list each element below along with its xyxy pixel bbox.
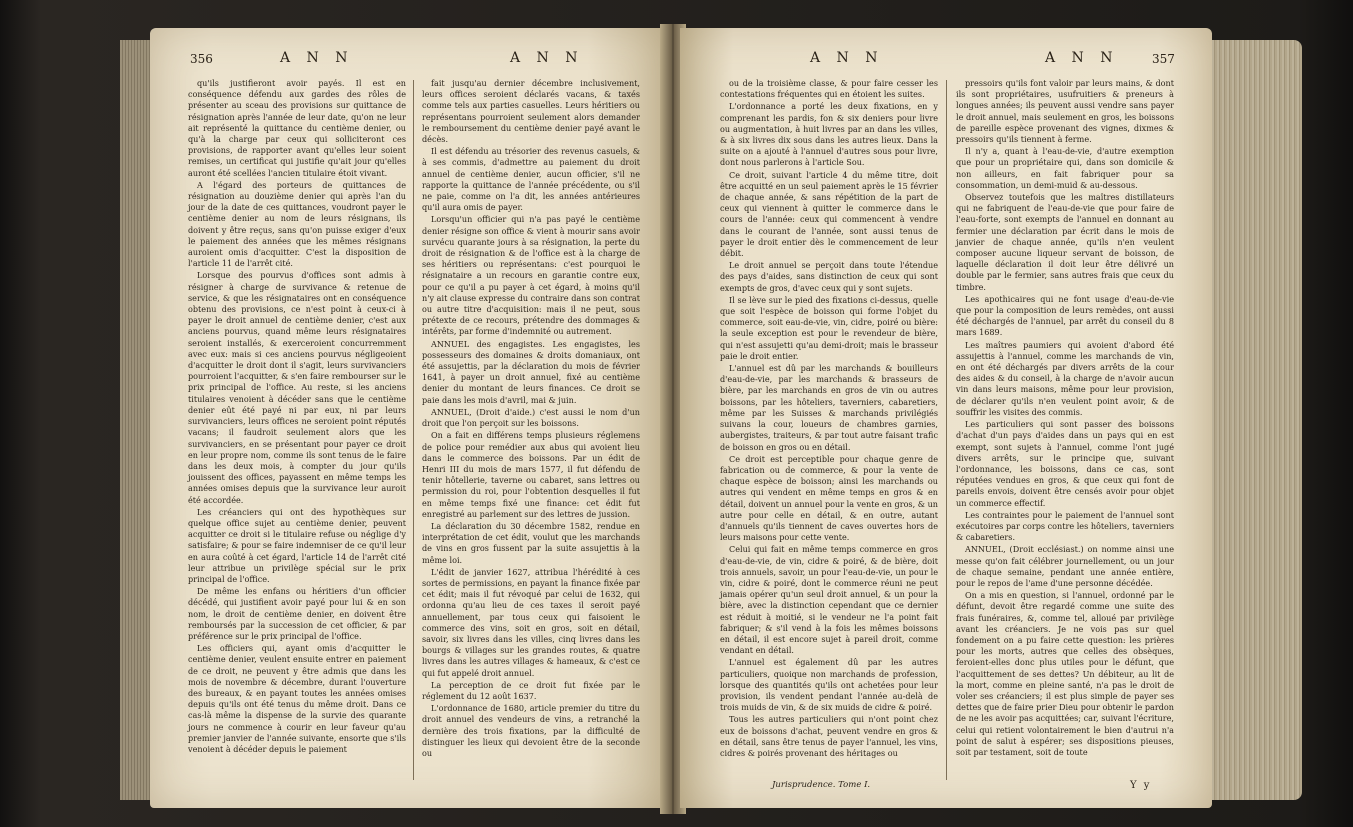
paragraph: ANNUEL, (Droit d'aide.) c'est aussi le nom d'un droit que l'on perçoit sur les boissons. — [422, 406, 640, 429]
right-folio: 357 — [1152, 52, 1175, 66]
paragraph: Observez toutefois que les maîtres distillateurs qui ne fabriquent de l'eau-de-vie que pour faire de l'eau-forte, sont exempts de l'annuel en donnant au fermier une déclaration par écrit dans le mois de janvier de chaque année, qu'ils n'en veulent composer aucune liqueur servant de boisson, de laquelle déclaration il doit leur être délivré un double par le fermier, sans autres frais que ceux du timbre. — [956, 192, 1174, 292]
paragraph: Les contraintes pour le paiement de l'annuel sont exécutoires par corps contre les hôteliers, taverniers & cabaretiers. — [956, 509, 1175, 543]
paragraph: De même les enfans ou héritiers d'un officier décédé, qui justifient avoir payé pour lui & en son nom, le droit de centième denier, en doivent être remboursés par la succession de cet officier, & par préférence sur le prix principal de l'office. — [188, 586, 406, 641]
paragraph: pressoirs qu'ils font valoir par leurs mains, & dont ils sont propriétaires, usufruitiers & preneurs à longues années; ils peuvent aussi vendre sans payer le droit annuel, mais seulement en gros, les boissons de pareille espèce provenant des vignes, dixmes & pressoirs qu'ils tiennent à ferme. — [956, 78, 1174, 145]
right-page — [680, 28, 1212, 808]
paragraph: Il se lève sur le pied des fixations ci-dessus, quelle que soit l'espèce de boisson qui forme l'objet du commerce, soit eau-de-vie, vin, cidre, poiré ou bière: la seule exception est pour le revendeur de bière, qui n'est assujetti qu'au demi-droit; mais le brasseur paie le droit entier. — [720, 294, 938, 361]
paragraph: L'annuel est également dû par les autres particuliers, quoique non marchands de profession, lorsque des quantités qu'ils ont achetées pour leur provision, ils vendent pendant l'année au-delà de trois muids de vin, & de six muids de cidre & poiré. — [720, 657, 938, 713]
paragraph: L'édit de janvier 1627, attribua l'hérédité à ces sortes de permissions, en payant la finance fixée par cet édit; mais il fut révoqué par celui de 1632, qui ordonna qu'au lieu de ces taxes il seroit payé annuellement, par tous ceux qui faisoient le commerce des vins, soit en gros, soit en détail, savoir, six livres dans les villes, cinq livres dans les bourgs & villages sur les grandes routes, & quatre livres dans les autres villages & hameaux, & c'est ce qui fut appelé droit annuel. — [422, 566, 640, 678]
paragraph: Les apothicaires qui ne font usage d'eau-de-vie que pour la composition de leurs remèdes, ont aussi été déchargés de l'annuel, par arrêt du conseil du 8 mars 1689. — [956, 293, 1174, 338]
paragraph: Ce droit est perceptible pour chaque genre de fabrication ou de commerce, & pour la vente de chaque espèce de boisson; ainsi les marchands ou autres qui vendent en même temps en gros & en détail, doivent un annuel pour la vente en gros, & un autre pour celle en détail, & en outre, autant d'annuels qu'ils tiennent de caves ouvertes hors de leurs maisons pour cette vente. — [720, 453, 938, 543]
paragraph: Le droit annuel se perçoit dans toute l'étendue des pays d'aides, sans distinction de ceux qui sont exempts de gros, d'avec ceux qui y sont sujets. — [720, 260, 938, 293]
paragraph: L'annuel est dû par les marchands & bouilleurs d'eau-de-vie, par les marchands & brasseurs de bière, par les marchands en gros de vin ou autres boissons, par les hôteliers, taverniers, cabaretiers, même par les Suisses & marchands privilégiés suivans la cour, loueurs de chambres garnies, aubergistes, traiteurs, & par tout autre faisant trafic de boisson en gros ou en détail. — [720, 363, 938, 452]
right-column-1 — [720, 78, 938, 760]
paragraph: La déclaration du 30 décembre 1582, rendue en interprétation de cet édit, voulut que les marchands de vins en gros fussent par la suite assujettis à la même loi. — [422, 520, 640, 565]
right-column-rule — [946, 80, 947, 780]
left-running-head-col2: A N N — [510, 50, 584, 66]
paragraph: Les particuliers qui sont passer des boissons d'achat d'un pays d'aides dans un pays qui en est exempt, sont sujets à l'annuel, comme l'ont jugé divers arrêts, sur le principe que, suivant l'ordonnance, les boissons, dans ce cas, sont réputées vendues en gros, & que ceux qui font de pareils envois, doivent être censés avoir pour objet un commerce effectif. — [956, 419, 1174, 508]
paragraph: On a fait en différens temps plusieurs réglemens de police pour remédier aux abus qui avoient lieu dans le commerce des boissons. Par un édit de Henri III du mois de mars 1577, il fut défendu de tenir hôtellerie, taverne ou cabaret, sans lettres ou permission du roi, pour l'obtention desquelles il fut en même temps fixé une finance: cet édit fut enregistré au parlement sur des lettres de jussion. — [422, 430, 640, 519]
left-folio: 356 — [190, 52, 213, 66]
left-page — [150, 28, 665, 808]
paragraph: qu'ils justifieront avoir payés. Il est en conséquence défendu aux gardes des rôles de présenter au sceau des provisions sur quittance de résignation après l'année de leur date, qu'on ne leur ait représenté la quittance du centième denier, ou qu'à la charge par ceux qui solliciteront ces provisions, de rapporter avant qu'elles leur soient remises, un certificat qui justifie qu'ait jour qu'elles auront été scellées l'ancien titulaire étoit vivant. — [188, 78, 406, 178]
paragraph: Les maîtres paumiers qui avoient d'abord été assujettis à l'annuel, comme les marchands de vin, en ont été déchargés par divers arrêts de la cour des aides & du conseil, à la charge de n'avoir aucun vin dans leurs maisons, même pour leur provision, de déclarer qu'ils n'en veulent point avoir, & de souffrir les visites des commis. — [956, 339, 1174, 417]
left-running-head: A N N — [280, 50, 354, 66]
paragraph: Il est défendu au trésorier des revenus casuels, & à ses commis, d'admettre au paiement du droit annuel de centième denier, aucun officier, s'il ne rapporte la quittance de l'année précédente, ou s'il ne paie, comme on l'a dit, les années antérieures qu'il aura omis de payer. — [422, 146, 640, 213]
right-column-2 — [956, 78, 1174, 759]
paragraph: Lorsqu'un officier qui n'a pas payé le centième denier résigne son office & vient à mourir sans avoir survécu quarante jours à sa résignation, la perte du droit de résignation & de l'office est à la charge de ses héritiers ou représentans: c'est pourquoi le résignataire a un recours en garantie contre eux, pour ce qu'il a pu payer à cet égard, à moins qu'il n'y ait clause expresse du contraire dans son contrat ou autre titre d'acquisition: mais il ne peut, sous prétexte de ce recours, prétendre des dommages & intérêts, par forme d'indemnité ou autrement. — [422, 214, 640, 337]
paragraph: fait jusqu'au dernier décembre inclusivement, leurs offices seroient déclarés vacans, & taxés comme tels aux parties casuelles. Leurs héritiers ou représentans pourroient seulement alors demander le remboursement du centième denier payé avant le décès. — [422, 78, 640, 145]
paragraph: On a mis en question, si l'annuel, ordonné par le défunt, devoit être regardé comme une suite des frais funéraires, &, comme tel, alloué par privilège avant les créanciers. Je ne vois pas sur quel fondement on a pu faire cette question: les prières pour les morts, autres que celles des obsèques, feroient-elles donc plus utiles pour le défunt, que l'acquittement de ses dettes? Un débiteur, au lit de la mort, comme en pleine santé, n'a pas le droit de voler ses créanciers; il est plus simple de payer ses dettes que de faire prier Dieu pour obtenir le pardon de ne les avoir pas acquittées; car, suivant l'écriture, celui qui retient volontairement le bien d'autrui n'a point de salut à espérer; ses dispositions pieuses, soit par testament, soit de toute — [956, 590, 1174, 757]
paragraph: Les créanciers qui ont des hypothèques sur quelque office sujet au centième denier, peuvent acquitter ce droit si le titulaire refuse ou néglige d'y satisfaire; & pour se faire indemniser de ce qu'il leur en aura coûté à cet égard, l'article 14 de l'arrêt cité leur attribue un privilège spécial sur le prix principal de l'office. — [188, 506, 406, 584]
right-page-edges — [1212, 40, 1302, 800]
paragraph: ANNUEL, (Droit ecclésiast.) on nomme ainsi une messe qu'on fait célébrer journellement, ou un jour de chaque semaine, pendant une année entière, pour le repos de l'ame d'une personne décédée. — [956, 544, 1174, 588]
paragraph: L'ordonnance a porté les deux fixations, en y comprenant les pardis, fon & six deniers pour livre ou augmentation, à huit livres par an dans les villes, & à six livres dix sous dans les autres lieux. Dans la suite on a ajouté à l'annuel d'autres sous pour livre, dont nous parlerons à l'article Sou. — [720, 101, 938, 168]
paragraph: L'ordonnance de 1680, article premier du titre du droit annuel des vendeurs de vins, a retranché la dernière des trois fixations, par la difficulté de distinguer les lieux qui devoient être de la seconde ou — [422, 703, 640, 758]
paragraph: Ce droit, suivant l'article 4 du même titre, doit être acquitté en un seul paiement après le 15 février de chaque année, & sans répétition de la part de ceux qui viennent à quitter le commerce dans le cours de l'année: ceux qui commencent à vendre dans le courant de l'année, sont aussi tenus de payer le droit entier dès le commencement de leur débit. — [720, 169, 938, 259]
paragraph: La perception de ce droit fut fixée par le réglement du 12 août 1637. — [422, 679, 640, 701]
paragraph: ou de la troisième classe, & pour faire cesser les contestations fréquentes qui en étoient les suites. — [720, 78, 938, 100]
paragraph: ANNUEL des engagistes. Les engagistes, les possesseurs des domaines & droits domaniaux, ont été assujettis, par la déclaration du mois de février 1641, à payer un droit annuel, fixé au centième denier du montant de leurs finances. Ce droit se paie dans les mois d'avril, mai & juin. — [422, 338, 640, 405]
left-column-2 — [422, 78, 640, 760]
paragraph: Il n'y a, quant à l'eau-de-vie, d'autre exemption que pour un propriétaire qui, dans son domicile & non ailleurs, en fait fabriquer pour sa consommation, un demi-muid & au-dessous. — [956, 146, 1174, 190]
right-running-head-col2: A N N — [1045, 50, 1119, 66]
left-page-edges — [120, 40, 150, 800]
paragraph: Tous les autres particuliers qui n'ont point chez eux de boissons d'achat, peuvent vendre en gros & en détail, sans être tenus de payer l'annuel, les vins, cidres & poirés provenant des héritages ou — [720, 714, 938, 758]
paragraph: A l'égard des porteurs de quittances de résignation au douzième denier qui après l'an du jour de la date de ces quittances, voudront payer le centième denier au nom de leurs résignans, ils doivent y être reçus, sans qu'on puisse exiger d'eux le paiement des années que les mêmes résignans auroient omis d'acquitter. C'est la disposition de l'article 11 de l'arrêt cité. — [188, 179, 406, 269]
left-column-1 — [188, 78, 406, 756]
right-running-head: A N N — [810, 50, 884, 66]
signature-mark: Y y — [1130, 780, 1152, 791]
paragraph: Les officiers qui, ayant omis d'acquitter le centième denier, veulent ensuite entrer en paiement de ce droit, ne peuvent y être admis que dans les mois de novembre & décembre, durant l'ouverture des bureaux, & en payant toutes les années omises depuis qu'ils ont été tenus du même droit. Dans ce cas-là même la dispense de la survie des quarante jours ne commence à courir en leur faveur qu'au premier janvier de l'année suivante, ensorte que s'ils venoient à décéder depuis le paiement — [188, 643, 406, 754]
left-column-rule — [413, 80, 414, 780]
page-footer: Jurisprudence. Tome I. — [772, 780, 871, 790]
paragraph: Lorsque des pourvus d'offices sont admis à résigner à charge de survivance & retenue de service, & que les résignataires ont en conséquence obtenu des provisions, ce n'est point à ceux-ci à payer le droit annuel de centième denier, c'est aux anciens pourvus, quand même leurs résignataires seroient installés, & exerceroient concurremment avec eux: mais si ces anciens pourvus négligeoient d'acquitter le droit dont il s'agit, leurs survivanciers pourroient l'acquitter, & s'en faire rembourser sur le prix principal de l'office. Au reste, si les anciens titulaires venoient à décéder sans que le centième denier eût été payé ni par eux, ni par leurs survivanciers, leurs offices ne seroient point réputés vacans; il faudroit seulement alors que les survivanciers, en se présentant pour payer ce droit en leur propre nom, comme ils sont tenus de le faire dans les deux mois, à compter du jour qu'ils jouissent des offices, payassent en même temps les années omises depuis que la survivance leur auroit été accordée. — [188, 270, 406, 505]
paragraph: Celui qui fait en même temps commerce en gros d'eau-de-vie, de vin, cidre & poiré, & de bière, doit trois annuels, savoir, un pour l'eau-de-vie, un pour le vin, cidre & poiré, dont le commerce réuni ne peut jamais opérer qu'un seul droit annuel, & un pour la bière, avec la distinction cependant que ce dernier est réduit à moitié, si le vendeur ne l'a point fait fabriquer; & s'il vend à la fois les mêmes boissons en détail, il est encore sujet à pareil droit, comme vendant en détail. — [720, 544, 938, 656]
